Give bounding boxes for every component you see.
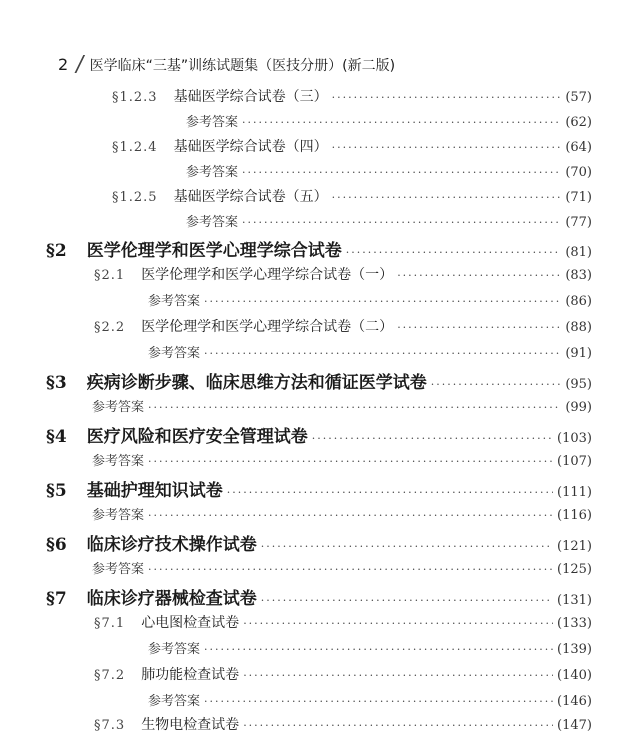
toc-page: (88) <box>565 320 592 335</box>
toc-answer-entry <box>92 396 592 415</box>
toc-page: (140) <box>557 668 592 683</box>
toc-page: (81) <box>565 245 592 260</box>
leader-dots <box>227 486 553 499</box>
toc-section-number: §7.3 <box>94 718 126 733</box>
toc-answer-entry <box>92 450 592 469</box>
toc-title: 肺功能检查试卷 <box>141 667 240 683</box>
toc-chapter-entry <box>46 530 592 555</box>
leader-dots <box>242 166 561 179</box>
toc-entry <box>112 186 592 206</box>
toc-page: (139) <box>557 642 592 657</box>
toc-answer-label: 参考答案 <box>92 562 145 577</box>
toc-page: (103) <box>557 431 592 446</box>
toc-chapter-number: §4 <box>46 427 67 447</box>
toc-answer-entry <box>148 342 592 361</box>
page-number: 2 <box>58 55 69 74</box>
toc-page: (133) <box>557 616 592 631</box>
toc-title: 医学伦理学和医学心理学综合试卷（二） <box>141 319 394 335</box>
leader-dots <box>204 695 553 708</box>
toc-chapter-title: 临床诊疗技术操作试卷 <box>86 535 257 555</box>
leader-dots <box>148 509 553 522</box>
leader-dots <box>397 321 561 334</box>
toc-chapter-title: 医疗风险和医疗安全管理试卷 <box>86 427 308 447</box>
toc-entry <box>94 612 592 632</box>
toc-page: (121) <box>557 539 592 554</box>
toc-page: (62) <box>565 115 592 130</box>
toc-answer-label: 参考答案 <box>186 165 239 180</box>
toc-chapter-title: 基础护理知识试卷 <box>86 481 223 501</box>
toc-entry <box>94 316 592 336</box>
toc-page: (91) <box>565 346 592 361</box>
header-slash: / <box>73 52 86 77</box>
toc-chapter-entry <box>46 422 592 447</box>
toc-answer-entry <box>92 558 592 577</box>
toc-page: (70) <box>565 165 592 180</box>
toc-chapter-number: §7 <box>46 589 67 609</box>
leader-dots <box>397 269 561 282</box>
leader-dots <box>148 401 561 414</box>
leader-dots <box>204 347 561 360</box>
toc-title: 基础医学综合试卷（三） <box>173 89 328 105</box>
toc-page: (95) <box>565 377 592 392</box>
toc-chapter-entry <box>46 584 592 609</box>
leader-dots <box>346 246 562 259</box>
leader-dots <box>332 91 562 104</box>
toc-chapter-entry <box>46 236 592 261</box>
page-header <box>58 52 395 77</box>
leader-dots <box>243 669 553 682</box>
toc-section-number: §1.2.5 <box>112 190 158 205</box>
leader-dots <box>242 216 561 229</box>
toc-page: (116) <box>557 508 592 523</box>
toc-page: (77) <box>565 215 592 230</box>
leader-dots <box>242 116 561 129</box>
leader-dots <box>243 617 553 630</box>
toc-title: 生物电检查试卷 <box>141 717 240 733</box>
toc-answer-label: 参考答案 <box>148 642 201 657</box>
toc-answer-label: 参考答案 <box>92 454 145 469</box>
leader-dots <box>332 141 562 154</box>
book-title: 医学临床“三基”训练试题集（医技分册）(新二版) <box>89 57 396 74</box>
toc-chapter-number: §6 <box>46 535 67 555</box>
toc-section-number: §1.2.4 <box>112 140 158 155</box>
toc-answer-label: 参考答案 <box>148 694 201 709</box>
toc-answer-label: 参考答案 <box>148 346 201 361</box>
toc-chapter-entry <box>46 476 592 501</box>
toc-entry <box>94 664 592 684</box>
toc-page: (146) <box>557 694 592 709</box>
toc-page: (86) <box>565 294 592 309</box>
toc-answer-entry <box>148 690 592 709</box>
toc-page: (111) <box>557 485 592 500</box>
toc-chapter-number: §3 <box>46 373 67 393</box>
leader-dots <box>332 191 562 204</box>
toc-answer-entry <box>148 290 592 309</box>
toc-entry <box>94 714 592 734</box>
toc-title: 基础医学综合试卷（五） <box>173 189 328 205</box>
toc-chapter-title: 临床诊疗器械检查试卷 <box>86 589 257 609</box>
toc-page: (147) <box>557 718 592 733</box>
toc-page: (99) <box>565 400 592 415</box>
leader-dots <box>204 643 553 656</box>
toc-chapter-number: §5 <box>46 481 67 501</box>
toc-page: (131) <box>557 593 592 608</box>
leader-dots <box>261 540 553 553</box>
toc-chapter-title: 疾病诊断步骤、临床思维方法和循证医学试卷 <box>86 373 427 393</box>
toc-chapter-title: 医学伦理学和医学心理学综合试卷 <box>86 241 342 261</box>
toc-answer-label: 参考答案 <box>186 215 239 230</box>
toc-answer-entry <box>148 638 592 657</box>
toc-chapter-number: §2 <box>46 241 67 261</box>
toc-entry <box>112 86 592 106</box>
toc-answer-entry <box>186 111 592 130</box>
toc-entry <box>94 264 592 284</box>
toc-chapter-entry <box>46 368 592 393</box>
leader-dots <box>312 432 553 445</box>
toc-answer-label: 参考答案 <box>148 294 201 309</box>
toc-answer-entry <box>186 211 592 230</box>
leader-dots <box>261 594 553 607</box>
toc-page: (125) <box>557 562 592 577</box>
toc-section-number: §7.1 <box>94 616 126 631</box>
toc-title: 心电图检查试卷 <box>141 615 240 631</box>
toc-page: (57) <box>565 90 592 105</box>
leader-dots <box>243 719 553 732</box>
toc-page: (71) <box>565 190 592 205</box>
toc-section-number: §1.2.3 <box>112 90 158 105</box>
toc-answer-label: 参考答案 <box>186 115 239 130</box>
toc-page: (83) <box>565 268 592 283</box>
toc-answer-entry <box>92 504 592 523</box>
leader-dots <box>204 295 561 308</box>
toc-title: 基础医学综合试卷（四） <box>173 139 328 155</box>
toc-section-number: §2.2 <box>94 320 126 335</box>
leader-dots <box>148 563 553 576</box>
toc-title: 医学伦理学和医学心理学综合试卷（一） <box>141 267 394 283</box>
toc-section-number: §2.1 <box>94 268 126 283</box>
leader-dots <box>431 378 562 391</box>
toc-answer-entry <box>186 161 592 180</box>
toc-page: (107) <box>557 454 592 469</box>
toc-entry <box>112 136 592 156</box>
toc-page: (64) <box>565 140 592 155</box>
toc-answer-label: 参考答案 <box>92 400 145 415</box>
toc-section-number: §7.2 <box>94 668 126 683</box>
leader-dots <box>148 455 553 468</box>
toc-answer-label: 参考答案 <box>92 508 145 523</box>
